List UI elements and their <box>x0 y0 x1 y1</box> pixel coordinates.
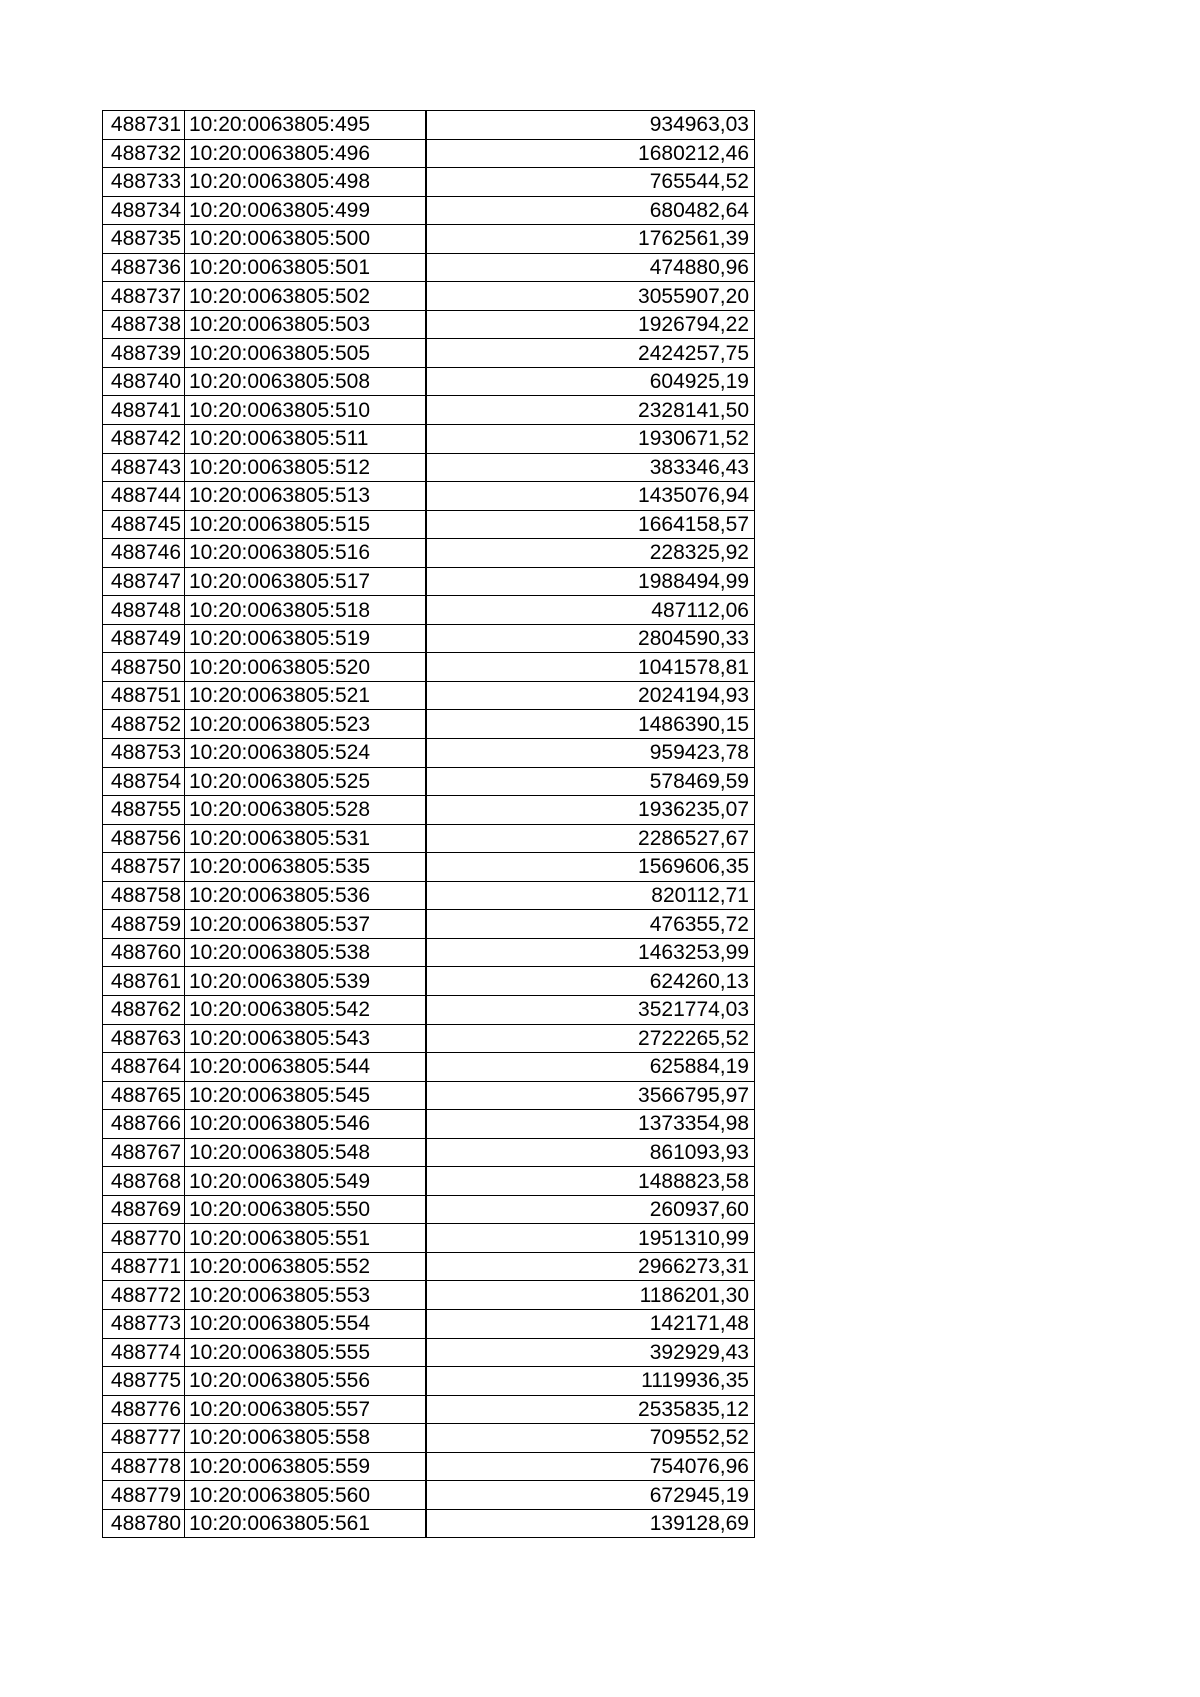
value-cell: 1936235,07 <box>426 796 755 825</box>
value-cell: 604925,19 <box>426 367 755 396</box>
table-row <box>103 967 755 996</box>
value-cell: 3566795,97 <box>426 1081 755 1110</box>
value-cell: 1988494,99 <box>426 567 755 596</box>
value-cell: 578469,59 <box>426 767 755 796</box>
cadastral-number-cell: 10:20:0063805:538 <box>185 938 426 967</box>
cadastral-number-cell: 10:20:0063805:525 <box>185 767 426 796</box>
cadastral-number-cell: 10:20:0063805:496 <box>185 139 426 168</box>
value-cell: 2722265,52 <box>426 1024 755 1053</box>
table-row <box>103 111 755 140</box>
table-row <box>103 1195 755 1224</box>
value-cell: 2328141,50 <box>426 396 755 425</box>
value-cell: 709552,52 <box>426 1424 755 1453</box>
cadastral-number-cell: 10:20:0063805:550 <box>185 1195 426 1224</box>
row-number-cell: 488756 <box>103 824 185 853</box>
table-row <box>103 596 755 625</box>
cadastral-number-cell: 10:20:0063805:512 <box>185 453 426 482</box>
table-body <box>103 111 755 1538</box>
cadastral-number-cell: 10:20:0063805:513 <box>185 482 426 511</box>
value-cell: 1463253,99 <box>426 938 755 967</box>
value-cell: 624260,13 <box>426 967 755 996</box>
row-number-cell: 488760 <box>103 938 185 967</box>
cadastral-number-cell: 10:20:0063805:519 <box>185 624 426 653</box>
table-row <box>103 339 755 368</box>
row-number-cell: 488776 <box>103 1395 185 1424</box>
value-cell: 934963,03 <box>426 111 755 140</box>
value-cell: 1186201,30 <box>426 1281 755 1310</box>
value-cell: 2024194,93 <box>426 681 755 710</box>
value-cell: 754076,96 <box>426 1452 755 1481</box>
table-row <box>103 510 755 539</box>
cadastral-number-cell: 10:20:0063805:510 <box>185 396 426 425</box>
cadastral-number-cell: 10:20:0063805:560 <box>185 1481 426 1510</box>
cadastral-number-cell: 10:20:0063805:545 <box>185 1081 426 1110</box>
cadastral-number-cell: 10:20:0063805:544 <box>185 1053 426 1082</box>
row-number-cell: 488757 <box>103 853 185 882</box>
row-number-cell: 488750 <box>103 653 185 682</box>
row-number-cell: 488773 <box>103 1309 185 1338</box>
cadastral-number-cell: 10:20:0063805:495 <box>185 111 426 140</box>
table-row <box>103 796 755 825</box>
cadastral-number-cell: 10:20:0063805:549 <box>185 1167 426 1196</box>
row-number-cell: 488734 <box>103 196 185 225</box>
table-row <box>103 1481 755 1510</box>
value-cell: 959423,78 <box>426 739 755 768</box>
cadastral-number-cell: 10:20:0063805:500 <box>185 225 426 254</box>
row-number-cell: 488774 <box>103 1338 185 1367</box>
table-row <box>103 1110 755 1139</box>
table-row <box>103 1224 755 1253</box>
row-number-cell: 488772 <box>103 1281 185 1310</box>
table-row <box>103 767 755 796</box>
row-number-cell: 488744 <box>103 482 185 511</box>
cadastral-number-cell: 10:20:0063805:551 <box>185 1224 426 1253</box>
row-number-cell: 488754 <box>103 767 185 796</box>
row-number-cell: 488767 <box>103 1138 185 1167</box>
cadastral-number-cell: 10:20:0063805:543 <box>185 1024 426 1053</box>
table-row <box>103 1309 755 1338</box>
value-cell: 1664158,57 <box>426 510 755 539</box>
table-row <box>103 396 755 425</box>
value-cell: 1680212,46 <box>426 139 755 168</box>
value-cell: 2535835,12 <box>426 1395 755 1424</box>
value-cell: 392929,43 <box>426 1338 755 1367</box>
value-cell: 3055907,20 <box>426 282 755 311</box>
value-cell: 487112,06 <box>426 596 755 625</box>
cadastral-number-cell: 10:20:0063805:537 <box>185 910 426 939</box>
row-number-cell: 488779 <box>103 1481 185 1510</box>
row-number-cell: 488764 <box>103 1053 185 1082</box>
row-number-cell: 488739 <box>103 339 185 368</box>
value-cell: 2286527,67 <box>426 824 755 853</box>
value-cell: 260937,60 <box>426 1195 755 1224</box>
cadastral-number-cell: 10:20:0063805:508 <box>185 367 426 396</box>
row-number-cell: 488751 <box>103 681 185 710</box>
table-row <box>103 624 755 653</box>
value-cell: 820112,71 <box>426 881 755 910</box>
row-number-cell: 488749 <box>103 624 185 653</box>
table-row <box>103 710 755 739</box>
value-cell: 1488823,58 <box>426 1167 755 1196</box>
value-cell: 1930671,52 <box>426 425 755 454</box>
value-cell: 3521774,03 <box>426 995 755 1024</box>
cadastral-number-cell: 10:20:0063805:557 <box>185 1395 426 1424</box>
table-row <box>103 1452 755 1481</box>
cadastral-number-cell: 10:20:0063805:559 <box>185 1452 426 1481</box>
cadastral-number-cell: 10:20:0063805:524 <box>185 739 426 768</box>
table-row <box>103 1424 755 1453</box>
table-row <box>103 1138 755 1167</box>
row-number-cell: 488746 <box>103 539 185 568</box>
value-cell: 1435076,94 <box>426 482 755 511</box>
row-number-cell: 488778 <box>103 1452 185 1481</box>
value-cell: 1373354,98 <box>426 1110 755 1139</box>
value-cell: 1951310,99 <box>426 1224 755 1253</box>
table-row <box>103 1081 755 1110</box>
value-cell: 1119936,35 <box>426 1367 755 1396</box>
row-number-cell: 488737 <box>103 282 185 311</box>
value-cell: 1569606,35 <box>426 853 755 882</box>
row-number-cell: 488768 <box>103 1167 185 1196</box>
table-row <box>103 253 755 282</box>
table-row <box>103 853 755 882</box>
row-number-cell: 488738 <box>103 310 185 339</box>
cadastral-number-cell: 10:20:0063805:498 <box>185 168 426 197</box>
table-row <box>103 1053 755 1082</box>
cadastral-number-cell: 10:20:0063805:501 <box>185 253 426 282</box>
value-cell: 1041578,81 <box>426 653 755 682</box>
row-number-cell: 488762 <box>103 995 185 1024</box>
table-row <box>103 1167 755 1196</box>
row-number-cell: 488753 <box>103 739 185 768</box>
value-cell: 2424257,75 <box>426 339 755 368</box>
cadastral-number-cell: 10:20:0063805:554 <box>185 1309 426 1338</box>
table-row <box>103 1338 755 1367</box>
row-number-cell: 488741 <box>103 396 185 425</box>
row-number-cell: 488771 <box>103 1252 185 1281</box>
row-number-cell: 488733 <box>103 168 185 197</box>
table-row <box>103 739 755 768</box>
cadastral-number-cell: 10:20:0063805:552 <box>185 1252 426 1281</box>
cadastral-number-cell: 10:20:0063805:502 <box>185 282 426 311</box>
table-row <box>103 1395 755 1424</box>
table-row <box>103 1367 755 1396</box>
cadastral-number-cell: 10:20:0063805:503 <box>185 310 426 339</box>
table-row <box>103 824 755 853</box>
value-cell: 625884,19 <box>426 1053 755 1082</box>
row-number-cell: 488747 <box>103 567 185 596</box>
row-number-cell: 488775 <box>103 1367 185 1396</box>
cadastral-number-cell: 10:20:0063805:535 <box>185 853 426 882</box>
cadastral-number-cell: 10:20:0063805:515 <box>185 510 426 539</box>
row-number-cell: 488748 <box>103 596 185 625</box>
cadastral-number-cell: 10:20:0063805:520 <box>185 653 426 682</box>
table-row <box>103 653 755 682</box>
row-number-cell: 488736 <box>103 253 185 282</box>
value-cell: 1926794,22 <box>426 310 755 339</box>
cadastral-number-cell: 10:20:0063805:516 <box>185 539 426 568</box>
cadastral-number-cell: 10:20:0063805:539 <box>185 967 426 996</box>
cadastral-number-cell: 10:20:0063805:518 <box>185 596 426 625</box>
table-row <box>103 310 755 339</box>
value-cell: 1486390,15 <box>426 710 755 739</box>
row-number-cell: 488755 <box>103 796 185 825</box>
table-row <box>103 995 755 1024</box>
table-row <box>103 196 755 225</box>
table-row <box>103 1509 755 1538</box>
row-number-cell: 488763 <box>103 1024 185 1053</box>
cadastral-number-cell: 10:20:0063805:505 <box>185 339 426 368</box>
table-row <box>103 539 755 568</box>
cadastral-number-cell: 10:20:0063805:536 <box>185 881 426 910</box>
row-number-cell: 488752 <box>103 710 185 739</box>
cadastral-number-cell: 10:20:0063805:542 <box>185 995 426 1024</box>
value-cell: 476355,72 <box>426 910 755 939</box>
table-row <box>103 881 755 910</box>
row-number-cell: 488731 <box>103 111 185 140</box>
row-number-cell: 488745 <box>103 510 185 539</box>
table-row <box>103 567 755 596</box>
cadastral-number-cell: 10:20:0063805:553 <box>185 1281 426 1310</box>
cadastral-number-cell: 10:20:0063805:511 <box>185 425 426 454</box>
table-row <box>103 1281 755 1310</box>
value-cell: 2966273,31 <box>426 1252 755 1281</box>
value-cell: 2804590,33 <box>426 624 755 653</box>
value-cell: 672945,19 <box>426 1481 755 1510</box>
row-number-cell: 488735 <box>103 225 185 254</box>
row-number-cell: 488770 <box>103 1224 185 1253</box>
cadastral-number-cell: 10:20:0063805:556 <box>185 1367 426 1396</box>
cadastral-number-cell: 10:20:0063805:548 <box>185 1138 426 1167</box>
table-row <box>103 1252 755 1281</box>
table-row <box>103 225 755 254</box>
cadastral-number-cell: 10:20:0063805:521 <box>185 681 426 710</box>
table-row <box>103 367 755 396</box>
value-cell: 1762561,39 <box>426 225 755 254</box>
table-row <box>103 168 755 197</box>
cadastral-value-table <box>102 110 755 1538</box>
table-row <box>103 482 755 511</box>
table-row <box>103 1024 755 1053</box>
cadastral-number-cell: 10:20:0063805:517 <box>185 567 426 596</box>
cadastral-number-cell: 10:20:0063805:555 <box>185 1338 426 1367</box>
row-number-cell: 488761 <box>103 967 185 996</box>
value-cell: 139128,69 <box>426 1509 755 1538</box>
table-row <box>103 282 755 311</box>
row-number-cell: 488765 <box>103 1081 185 1110</box>
value-cell: 142171,48 <box>426 1309 755 1338</box>
value-cell: 228325,92 <box>426 539 755 568</box>
row-number-cell: 488742 <box>103 425 185 454</box>
table-row <box>103 453 755 482</box>
row-number-cell: 488758 <box>103 881 185 910</box>
table-row <box>103 425 755 454</box>
value-cell: 680482,64 <box>426 196 755 225</box>
row-number-cell: 488780 <box>103 1509 185 1538</box>
cadastral-number-cell: 10:20:0063805:499 <box>185 196 426 225</box>
cadastral-number-cell: 10:20:0063805:523 <box>185 710 426 739</box>
cadastral-number-cell: 10:20:0063805:546 <box>185 1110 426 1139</box>
table-row <box>103 910 755 939</box>
row-number-cell: 488743 <box>103 453 185 482</box>
cadastral-number-cell: 10:20:0063805:561 <box>185 1509 426 1538</box>
value-cell: 765544,52 <box>426 168 755 197</box>
row-number-cell: 488766 <box>103 1110 185 1139</box>
value-cell: 383346,43 <box>426 453 755 482</box>
row-number-cell: 488769 <box>103 1195 185 1224</box>
row-number-cell: 488777 <box>103 1424 185 1453</box>
row-number-cell: 488732 <box>103 139 185 168</box>
table-row <box>103 938 755 967</box>
table-row <box>103 681 755 710</box>
row-number-cell: 488759 <box>103 910 185 939</box>
document-page <box>102 110 754 1538</box>
cadastral-number-cell: 10:20:0063805:558 <box>185 1424 426 1453</box>
cadastral-number-cell: 10:20:0063805:528 <box>185 796 426 825</box>
table-row <box>103 139 755 168</box>
cadastral-number-cell: 10:20:0063805:531 <box>185 824 426 853</box>
value-cell: 861093,93 <box>426 1138 755 1167</box>
value-cell: 474880,96 <box>426 253 755 282</box>
row-number-cell: 488740 <box>103 367 185 396</box>
